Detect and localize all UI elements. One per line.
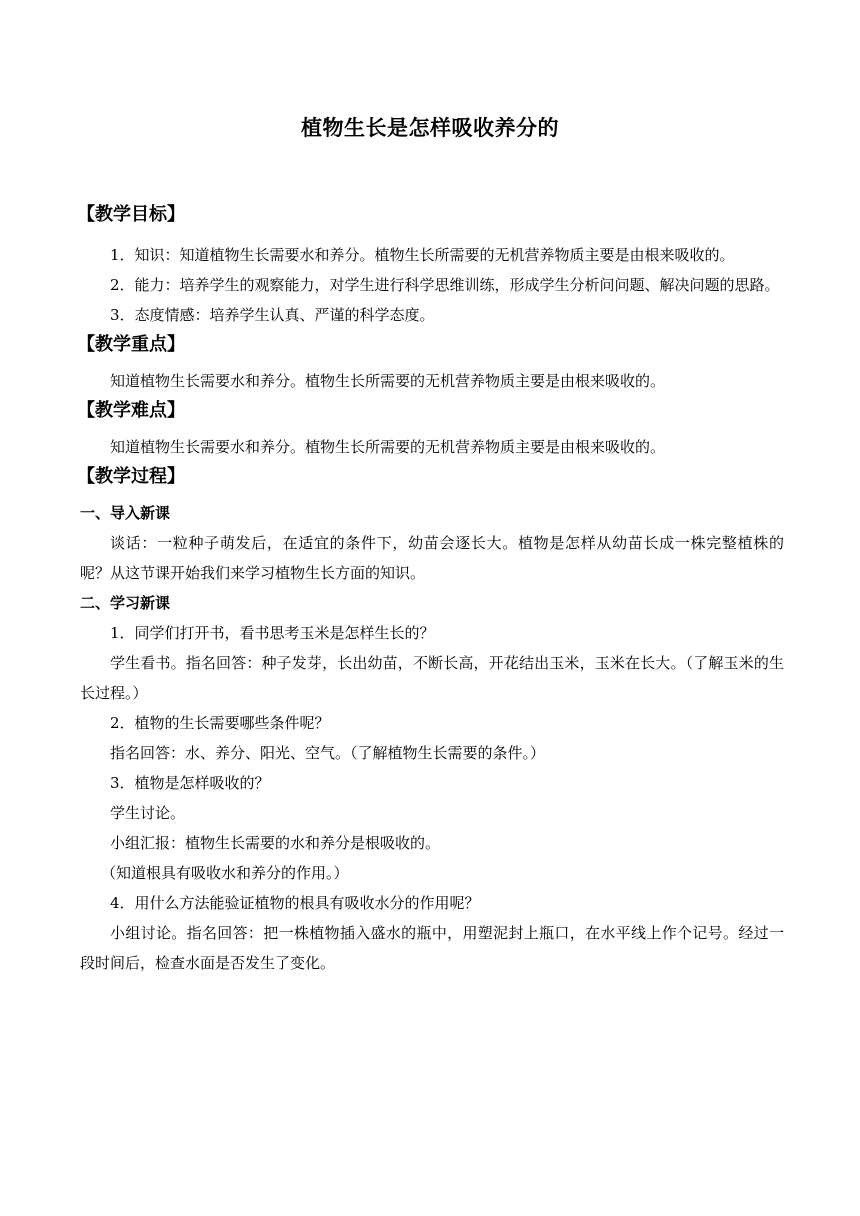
process-line: 小组讨论。指名回答：把一株植物插入盛水的瓶中，用塑泥封上瓶口，在水平线上作个记号。经过一段时间后，检查水面是否发生了变化。: [80, 924, 784, 972]
document-body: [77, 200, 784, 978]
spacer: [80, 230, 784, 240]
difficulties-heading: 【教学难点】: [77, 400, 185, 421]
process-line: 指名回答：水、养分、阳光、空气。（了解植物生长需要的条件。）: [110, 744, 546, 762]
key-points-heading: 【教学重点】: [77, 334, 185, 355]
objective-item-1: 1．知识：知道植物生长需要水和养分。植物生长所需要的无机营养物质主要是由根来吸收的。: [110, 246, 735, 264]
process-line: 学生讨论。: [110, 804, 186, 822]
difficulties-text: 知道植物生长需要水和养分。植物生长所需要的无机营养物质主要是由根来吸收的。: [110, 438, 666, 456]
key-points-text: 知道植物生长需要水和养分。植物生长所需要的无机营养物质主要是由根来吸收的。: [110, 372, 666, 390]
process-heading: 【教学过程】: [77, 466, 185, 487]
process-line: 1．同学们打开书，看书思考玉米是怎样生长的？: [110, 624, 435, 642]
process-line: 3．植物是怎样吸收的？: [110, 774, 270, 792]
process-part1-heading: 一、导入新课: [80, 504, 171, 522]
document-title: 植物生长是怎样吸收养分的: [301, 115, 559, 140]
process-part2-heading: 二、学习新课: [80, 594, 171, 612]
objective-item-2: 2．能力：培养学生的观察能力，对学生进行科学思维训练，形成学生分析问问题、解决问题的思路。: [110, 276, 780, 294]
process-aside: （知道根具有吸收水和养分的作用。）: [101, 864, 349, 882]
objectives-heading: 【教学目标】: [77, 204, 185, 225]
objective-item-3: 3．态度情感：培养学生认真、严谨的科学态度。: [110, 306, 435, 324]
process-part1-text: 谈话：一粒种子萌发后，在适宜的条件下，幼苗会逐长大。植物是怎样从幼苗长成一株完整植株的呢？从这节课开始我们来学习植物生长方面的知识。: [80, 534, 784, 582]
process-line: 2．植物的生长需要哪些条件呢？: [110, 714, 330, 732]
process-line: 4．用什么方法能验证植物的根具有吸收水分的作用呢？: [110, 894, 480, 912]
process-line: 学生看书。指名回答：种子发芽，长出幼苗，不断长高，开花结出玉米，玉米在长大。（了解玉米的生长过程。）: [80, 654, 784, 702]
process-line: 小组汇报：植物生长需要的水和养分是根吸收的。: [110, 834, 441, 852]
